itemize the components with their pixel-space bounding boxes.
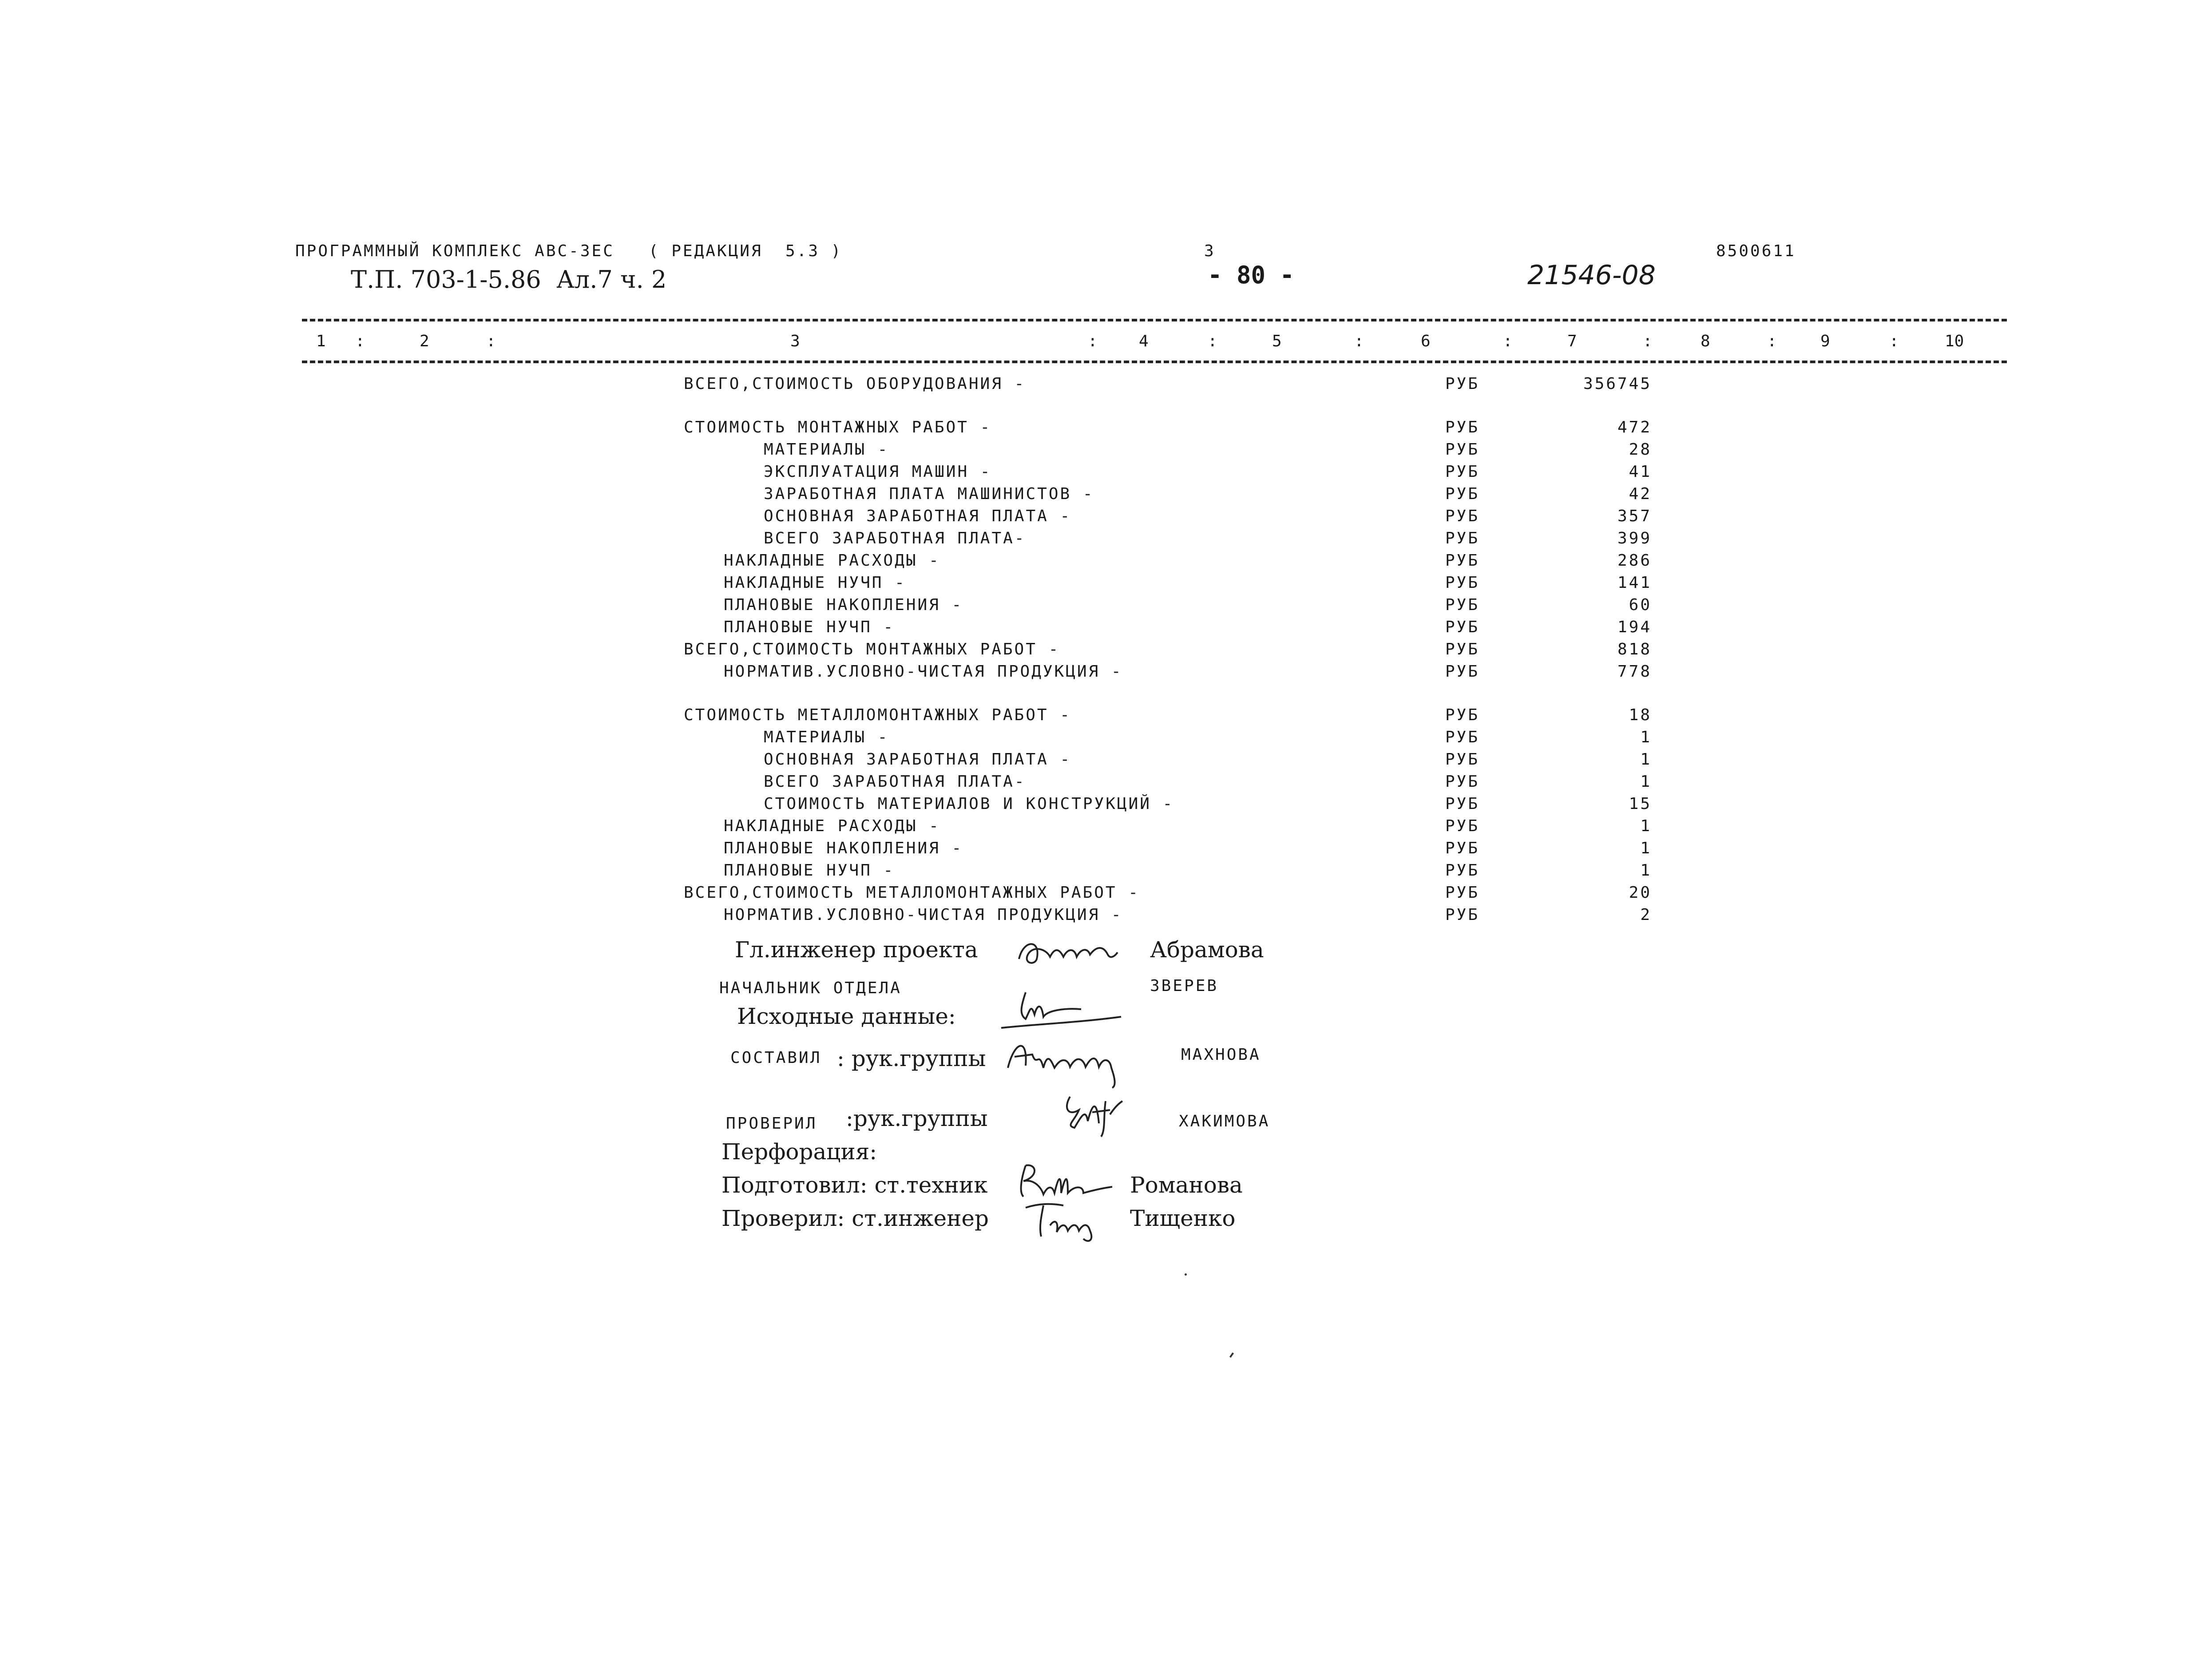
row-unit: РУБ bbox=[1445, 463, 1480, 481]
row-label: ВСЕГО ЗАРАБОТНАЯ ПЛАТА- bbox=[764, 773, 1026, 791]
row-value: 194 bbox=[1617, 618, 1652, 636]
row-value: 472 bbox=[1617, 418, 1652, 436]
row-label: СТОИМОСТЬ МЕТАЛЛОМОНТАЖНЫХ РАБОТ - bbox=[684, 706, 1071, 724]
prepared-name: Романова bbox=[1130, 1172, 1243, 1198]
table-row bbox=[0, 462, 2212, 482]
printed-code: 8500611 bbox=[1716, 242, 1796, 260]
row-unit: РУБ bbox=[1445, 839, 1480, 857]
table-row bbox=[0, 662, 2212, 682]
column-separator: : bbox=[355, 332, 365, 350]
program-header: ПРОГРАММНЫЙ КОМПЛЕКС АВС-3ЕС ( РЕДАКЦИЯ 5.3 ) bbox=[295, 242, 843, 260]
column-separator: : bbox=[1503, 332, 1513, 350]
row-value: 357 bbox=[1617, 507, 1652, 525]
table-row bbox=[0, 374, 2212, 394]
row-unit: РУБ bbox=[1445, 706, 1480, 724]
row-unit: РУБ bbox=[1445, 861, 1480, 880]
table-row bbox=[0, 595, 2212, 615]
row-unit: РУБ bbox=[1445, 507, 1480, 525]
table-row bbox=[0, 507, 2212, 526]
scan-speck bbox=[1185, 1273, 1187, 1276]
row-unit: РУБ bbox=[1445, 418, 1480, 436]
row-label: СТОИМОСТЬ МОНТАЖНЫХ РАБОТ - bbox=[684, 418, 992, 436]
row-value: 818 bbox=[1617, 640, 1652, 658]
row-value: 356745 bbox=[1583, 375, 1652, 393]
row-label: ЭКСПЛУАТАЦИЯ МАШИН - bbox=[764, 463, 992, 481]
column-number: 10 bbox=[1945, 332, 1964, 350]
row-value: 20 bbox=[1629, 884, 1652, 902]
page-number: - 80 - bbox=[1208, 261, 1295, 289]
table-row bbox=[0, 861, 2212, 880]
row-label: ПЛАНОВЫЕ НУЧП - bbox=[724, 618, 895, 636]
table-row bbox=[0, 440, 2212, 460]
verified-signature bbox=[1021, 1199, 1110, 1245]
column-separator: : bbox=[1354, 332, 1364, 350]
column-number: 6 bbox=[1421, 332, 1431, 350]
table-row bbox=[0, 484, 2212, 504]
row-unit: РУБ bbox=[1445, 662, 1480, 681]
column-number: 3 bbox=[790, 332, 800, 350]
table-row bbox=[0, 817, 2212, 836]
header-dash-rule bbox=[302, 361, 2007, 363]
dept-head-name: ЗВЕРЕВ bbox=[1150, 977, 1219, 995]
row-label: ПЛАНОВЫЕ НАКОПЛЕНИЯ - bbox=[724, 839, 963, 857]
compiled-name: МАХНОВА bbox=[1181, 1046, 1261, 1064]
table-row bbox=[0, 905, 2212, 925]
row-label: НАКЛАДНЫЕ РАСХОДЫ - bbox=[724, 551, 940, 570]
row-label: ОСНОВНАЯ ЗАРАБОТНАЯ ПЛАТА - bbox=[764, 750, 1072, 769]
row-label: МАТЕРИАЛЫ - bbox=[764, 728, 889, 746]
row-unit: РУБ bbox=[1445, 817, 1480, 835]
row-unit: РУБ bbox=[1445, 485, 1480, 503]
dept-head-signature bbox=[999, 983, 1123, 1034]
row-label: НОРМАТИВ.УСЛОВНО-ЧИСТАЯ ПРОДУКЦИЯ - bbox=[724, 906, 1123, 924]
section-number: 3 bbox=[1204, 242, 1216, 260]
row-label: НАКЛАДНЫЕ РАСХОДЫ - bbox=[724, 817, 940, 835]
row-value: 1 bbox=[1640, 750, 1652, 769]
verified-role: Проверил: ст.инженер bbox=[721, 1205, 989, 1231]
checked-name: ХАКИМОВА bbox=[1179, 1112, 1270, 1130]
column-number: 7 bbox=[1567, 332, 1577, 350]
prepared-signature bbox=[1017, 1161, 1114, 1203]
table-row bbox=[0, 618, 2212, 637]
row-value: 1 bbox=[1640, 773, 1652, 791]
row-value: 18 bbox=[1629, 706, 1652, 724]
row-value: 778 bbox=[1617, 662, 1652, 681]
row-value: 2 bbox=[1640, 906, 1652, 924]
row-unit: РУБ bbox=[1445, 551, 1480, 570]
column-number: 2 bbox=[420, 332, 429, 350]
table-row bbox=[0, 706, 2212, 725]
column-separator: : bbox=[1643, 332, 1653, 350]
row-label: ВСЕГО ЗАРАБОТНАЯ ПЛАТА- bbox=[764, 529, 1026, 547]
row-label: МАТЕРИАЛЫ - bbox=[764, 440, 889, 459]
row-label: ВСЕГО,СТОИМОСТЬ МЕТАЛЛОМОНТАЖНЫХ РАБОТ - bbox=[684, 884, 1140, 902]
row-unit: РУБ bbox=[1445, 618, 1480, 636]
table-row bbox=[0, 640, 2212, 659]
row-label: ЗАРАБОТНАЯ ПЛАТА МАШИНИСТОВ - bbox=[764, 485, 1094, 503]
row-unit: РУБ bbox=[1445, 728, 1480, 746]
compiled-signature bbox=[1006, 1032, 1139, 1092]
document-reference: Т.П. 703-1-5.86 Ал.7 ч. 2 bbox=[351, 266, 667, 293]
column-separator: : bbox=[1889, 332, 1899, 350]
table-row bbox=[0, 728, 2212, 747]
table-row bbox=[0, 418, 2212, 437]
chief-engineer-role: Гл.инженер проекта bbox=[735, 937, 978, 963]
table-row bbox=[0, 750, 2212, 769]
row-label: ПЛАНОВЫЕ НАКОПЛЕНИЯ - bbox=[724, 596, 963, 614]
column-separator: : bbox=[486, 332, 496, 350]
dept-head-role: НАЧАЛЬНИК ОТДЕЛА bbox=[719, 979, 902, 997]
table-row bbox=[0, 573, 2212, 593]
row-unit: РУБ bbox=[1445, 596, 1480, 614]
row-label: ПЛАНОВЫЕ НУЧП - bbox=[724, 861, 895, 880]
row-value: 15 bbox=[1629, 795, 1652, 813]
column-separator: : bbox=[1208, 332, 1217, 350]
row-unit: РУБ bbox=[1445, 440, 1480, 459]
verified-name: Тищенко bbox=[1130, 1205, 1236, 1231]
row-value: 1 bbox=[1640, 728, 1652, 746]
row-unit: РУБ bbox=[1445, 574, 1480, 592]
compiled-role: : рук.группы bbox=[837, 1046, 986, 1071]
row-label: ВСЕГО,СТОИМОСТЬ МОНТАЖНЫХ РАБОТ - bbox=[684, 640, 1060, 658]
chief-engineer-signature bbox=[1015, 935, 1121, 972]
row-value: 28 bbox=[1629, 440, 1652, 459]
column-number: 1 bbox=[316, 332, 326, 350]
row-value: 399 bbox=[1617, 529, 1652, 547]
table-row bbox=[0, 772, 2212, 792]
handwritten-code: 21546-08 bbox=[1527, 260, 1656, 291]
row-value: 41 bbox=[1629, 463, 1652, 481]
row-label: ОСНОВНАЯ ЗАРАБОТНАЯ ПЛАТА - bbox=[764, 507, 1072, 525]
perforation-label: Перфорация: bbox=[721, 1139, 877, 1165]
scan-speck bbox=[1229, 1352, 1234, 1358]
table-row bbox=[0, 883, 2212, 903]
row-unit: РУБ bbox=[1445, 640, 1480, 658]
checked-signature bbox=[1061, 1090, 1123, 1141]
column-number: 5 bbox=[1272, 332, 1282, 350]
table-row bbox=[0, 529, 2212, 548]
row-value: 60 bbox=[1629, 596, 1652, 614]
row-value: 42 bbox=[1629, 485, 1652, 503]
row-label: ВСЕГО,СТОИМОСТЬ ОБОРУДОВАНИЯ - bbox=[684, 375, 1026, 393]
table-row bbox=[0, 839, 2212, 858]
column-separator: : bbox=[1088, 332, 1098, 350]
row-label: НОРМАТИВ.УСЛОВНО-ЧИСТАЯ ПРОДУКЦИЯ - bbox=[724, 662, 1123, 681]
row-unit: РУБ bbox=[1445, 375, 1480, 393]
checked-role: :рук.группы bbox=[846, 1106, 988, 1131]
row-value: 286 bbox=[1617, 551, 1652, 570]
chief-engineer-name: Абрамова bbox=[1150, 937, 1264, 963]
row-value: 1 bbox=[1640, 839, 1652, 857]
row-unit: РУБ bbox=[1445, 529, 1480, 547]
table-row bbox=[0, 551, 2212, 571]
row-unit: РУБ bbox=[1445, 906, 1480, 924]
table-row bbox=[0, 794, 2212, 814]
row-value: 141 bbox=[1617, 574, 1652, 592]
compiled-prefix: СОСТАВИЛ bbox=[730, 1049, 822, 1067]
checked-prefix: ПРОВЕРИЛ bbox=[726, 1114, 817, 1133]
source-data-label: Исходные данные: bbox=[737, 1003, 956, 1029]
column-separator: : bbox=[1767, 332, 1777, 350]
column-number: 8 bbox=[1701, 332, 1710, 350]
column-number: 4 bbox=[1139, 332, 1149, 350]
row-unit: РУБ bbox=[1445, 884, 1480, 902]
top-dash-rule bbox=[302, 319, 2007, 321]
row-unit: РУБ bbox=[1445, 773, 1480, 791]
row-label: СТОИМОСТЬ МАТЕРИАЛОВ И КОНСТРУКЦИЙ - bbox=[764, 795, 1174, 813]
row-unit: РУБ bbox=[1445, 750, 1480, 769]
row-label: НАКЛАДНЫЕ НУЧП - bbox=[724, 574, 906, 592]
row-unit: РУБ bbox=[1445, 795, 1480, 813]
column-number: 9 bbox=[1820, 332, 1830, 350]
prepared-role: Подготовил: ст.техник bbox=[721, 1172, 988, 1198]
row-value: 1 bbox=[1640, 861, 1652, 880]
row-value: 1 bbox=[1640, 817, 1652, 835]
